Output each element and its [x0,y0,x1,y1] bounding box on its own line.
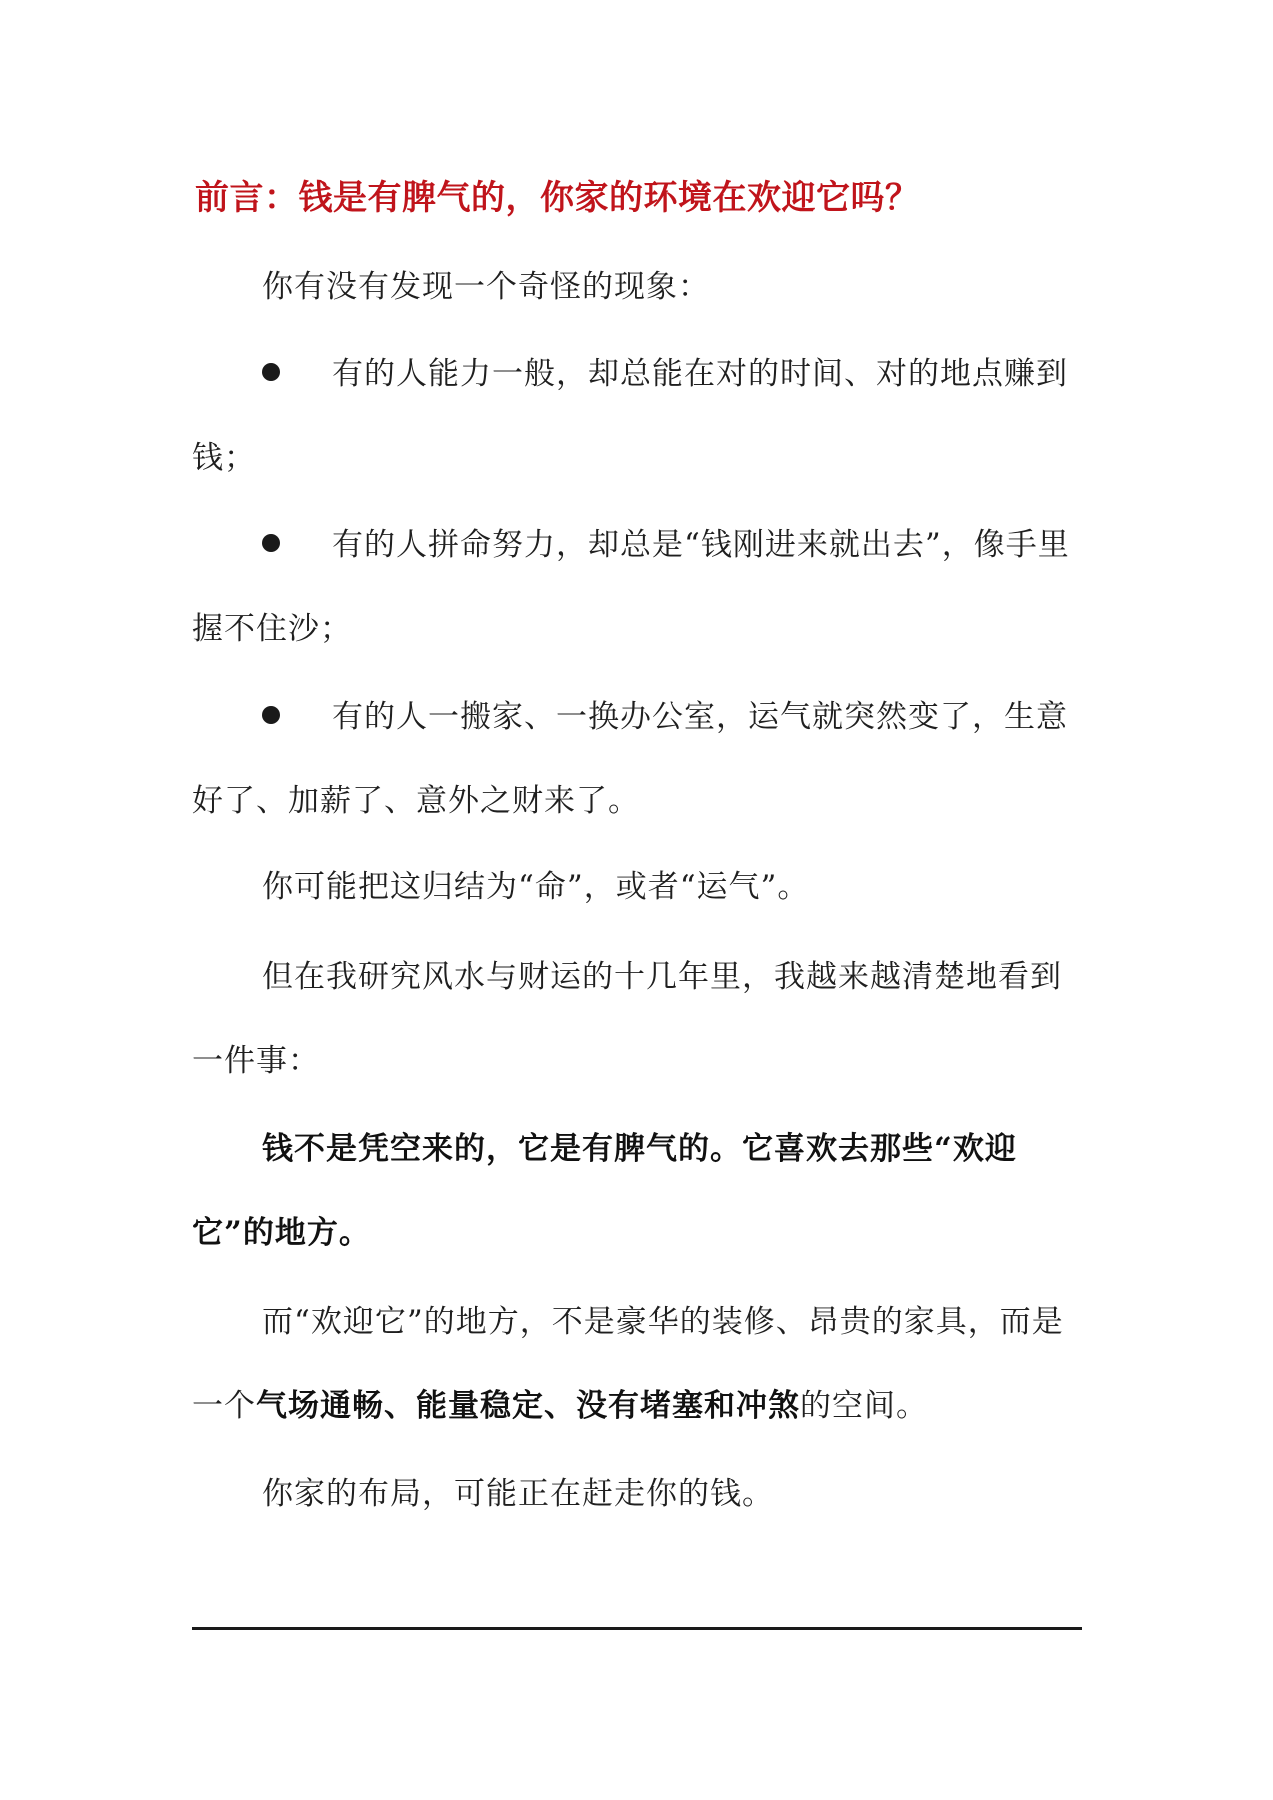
bullet-item [192,332,1082,500]
welcome-text-1: 而“欢迎它”的地方，不是豪华的装修、昂贵的家具，而是一个 [192,1304,1064,1424]
layout-paragraph: 你家的布局，可能正在赶走你的钱。 [262,1476,774,1512]
bullet-item [192,675,1082,843]
bullet-text: 有的人一搬家、一换办公室，运气就突然变了，生意好了、加薪了、意外之财来了。 [192,699,1068,819]
preface-title: 前言：钱是有脾气的，你家的环境在欢迎它吗？ [195,178,920,218]
study-paragraph [192,935,1082,1103]
money-key-text: 钱不是凭空来的，它是有脾气的。它喜欢去那些“欢迎它”的地方。 [192,1131,1017,1251]
footnote-divider [192,1627,1082,1630]
bullet-text: 有的人能力一般，却总能在对的时间、对的地点赚到钱； [192,356,1068,476]
welcome-paragraph [192,1280,1082,1448]
bullet-text: 有的人拼命努力，却总是“钱刚进来就出去”，像手里握不住沙； [192,527,1070,647]
bullet-dot-icon [262,363,280,381]
bullet-dot-icon [262,706,280,724]
fate-paragraph: 你可能把这归结为“命”，或者“运气”。 [262,869,810,905]
welcome-emphasis: 气场通畅、能量稳定、没有堵塞和冲煞 [256,1388,800,1424]
intro-paragraph: 你有没有发现一个奇怪的现象： [262,269,710,305]
study-text: 但在我研究风水与财运的十几年里，我越来越清楚地看到一件事： [192,959,1062,1079]
bullet-item [192,503,1082,671]
money-key-paragraph [192,1107,1082,1275]
welcome-text-2: 的空间。 [800,1388,928,1424]
bullet-dot-icon [262,534,280,552]
